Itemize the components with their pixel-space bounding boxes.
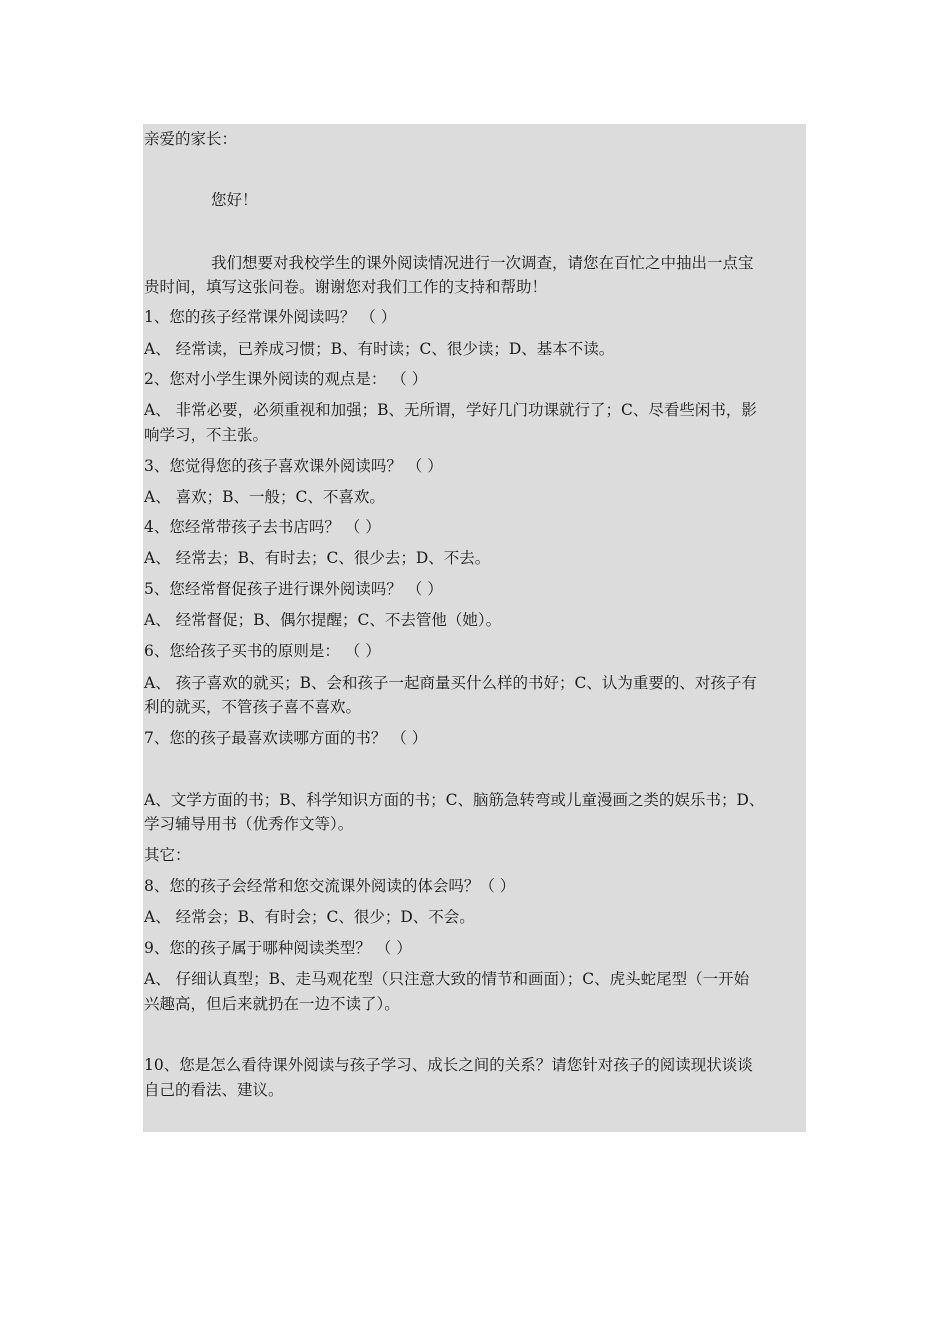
question-7: 7、您的孩子最喜欢读哪方面的书？ （ ） <box>144 729 428 747</box>
intro-line-2: 贵时间，填写这张问卷。谢谢您对我们工作的支持和帮助！ <box>144 278 548 296</box>
question-9-options-line-1: A、 仔细认真型；B、走马观花型（只注意大致的情节和画面）；C、虎头蛇尾型（一开始 <box>144 970 750 988</box>
question-5-options: A、 经常督促；B、偶尔提醒；C、不去管他（她）。 <box>144 611 502 629</box>
question-10-line-1: 10、您是怎么看待课外阅读与孩子学习、成长之间的关系？请您针对孩子的阅读现状谈谈 <box>144 1056 753 1074</box>
question-6-options-line-2: 利的就买，不管孩子喜不喜欢。 <box>144 698 362 716</box>
question-4-options: A、 经常去；B、有时去；C、很少去；D、不去。 <box>144 549 491 567</box>
salutation: 亲爱的家长： <box>144 130 238 148</box>
question-5: 5、您经常督促孩子进行课外阅读吗？ （ ） <box>144 580 443 598</box>
question-3: 3、您觉得您的孩子喜欢课外阅读吗？ （ ） <box>144 457 443 475</box>
question-1-options: A、 经常读，已养成习惯；B、有时读；C、很少读；D、基本不读。 <box>144 340 615 358</box>
greeting: 您好！ <box>211 191 258 209</box>
intro-line-1: 我们想要对我校学生的课外阅读情况进行一次调查，请您在百忙之中抽出一点宝 <box>211 254 754 272</box>
question-8-options: A、 经常会；B、有时会；C、很少；D、不会。 <box>144 908 475 926</box>
question-8: 8、您的孩子会经常和您交流课外阅读的体会吗？（ ） <box>144 877 516 895</box>
question-7-options-line-2: 学习辅导用书（优秀作文等）。 <box>144 815 354 833</box>
question-3-options: A、 喜欢；B、一般；C、不喜欢。 <box>144 488 385 506</box>
question-7-other: 其它： <box>144 846 191 864</box>
question-2: 2、您对小学生课外阅读的观点是： （ ） <box>144 370 428 388</box>
question-2-options-line-1: A、 非常必要，必须重视和加强；B、无所谓，学好几门功课就行了；C、尽看些闲书，影 <box>144 401 757 419</box>
question-10-line-2: 自己的看法、建议。 <box>144 1081 284 1099</box>
question-6-options-line-1: A、 孩子喜欢的就买；B、会和孩子一起商量买什么样的书好；C、认为重要的、对孩子有 <box>144 674 757 692</box>
question-6: 6、您给孩子买书的原则是： （ ） <box>144 642 381 660</box>
question-1: 1、您的孩子经常课外阅读吗？ （ ） <box>144 308 397 326</box>
question-2-options-line-2: 响学习，不主张。 <box>144 426 269 444</box>
question-7-options-line-1: A、文学方面的书；B、科学知识方面的书；C、脑筋急转弯或儿童漫画之类的娱乐书；D、 <box>144 791 765 809</box>
question-9-options-line-2: 兴趣高，但后来就扔在一边不读了）。 <box>144 995 400 1013</box>
question-4: 4、您经常带孩子去书店吗？ （ ） <box>144 518 381 536</box>
question-9: 9、您的孩子属于哪种阅读类型？ （ ） <box>144 939 412 957</box>
